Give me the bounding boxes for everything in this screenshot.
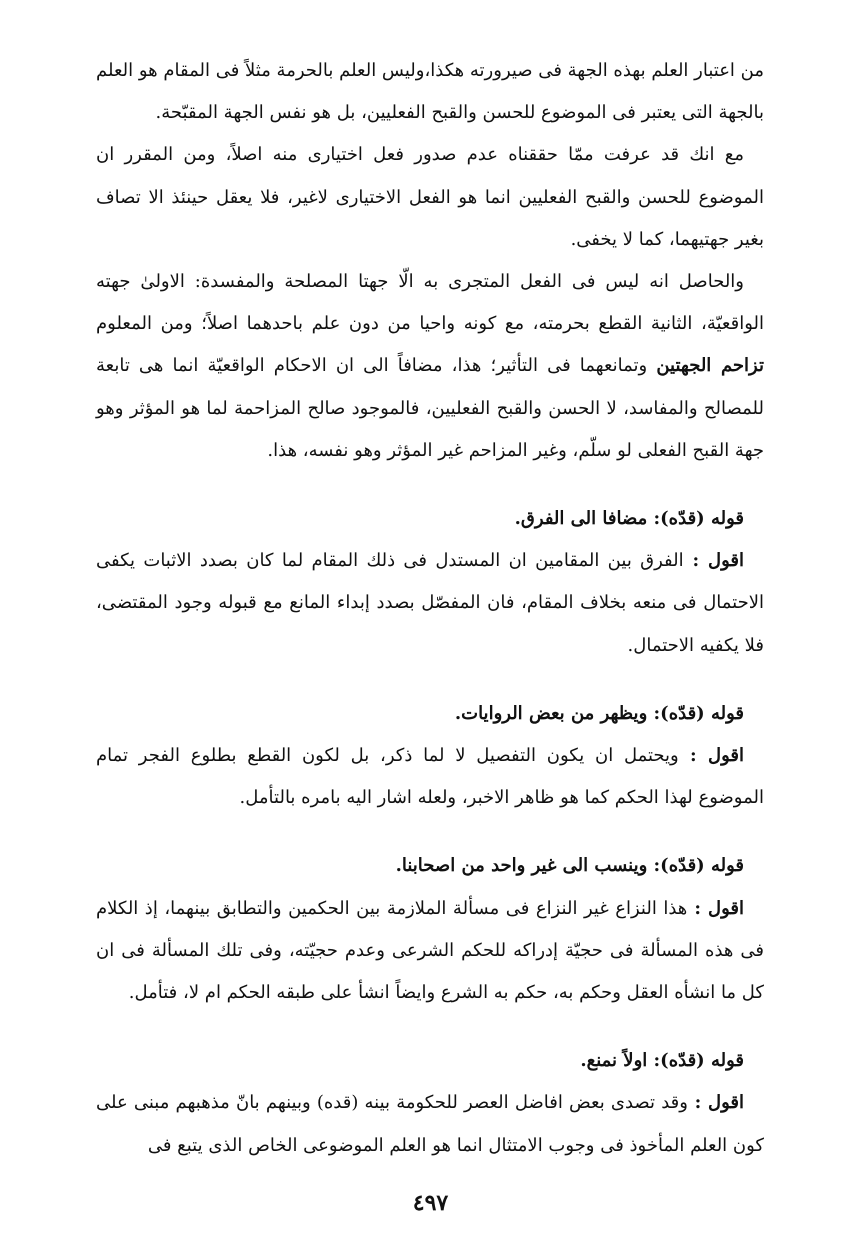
commentary-heading: قوله (قدّه): مضافا الى الفرق. xyxy=(514,508,744,530)
commentary-heading: قوله (قدّه): ويظهر من بعض الروايات. xyxy=(454,702,744,724)
bold-text-run: تزاحم الجهتين xyxy=(656,355,764,377)
bold-text-run: اقول : xyxy=(683,550,744,572)
text-run: وتمانعهما فى التأثير؛ هذا، مضافاً الى ان الاحكام الواقعيّة انما هى تابعة للمصالح والمفاسد، لا الحسن والقبح الفعليين، فالموجود صالح المزاحمة لما هو المؤثر وهو جهة القبح الفعلى لو سلّم، وغير المزاحم غير المؤثر وهو نفسه، هذا. xyxy=(96,355,764,461)
bold-text-run: اقول : xyxy=(687,1092,744,1114)
paragraph xyxy=(96,540,764,667)
paragraph xyxy=(96,735,764,819)
bold-text-run: اقول : xyxy=(687,897,745,919)
paragraph xyxy=(96,888,764,1015)
text-run: الفرق بين المقامين ان المستدل فى ذلك المقام لما كان بصدد الاثبات يكفى الاحتمال فى منعه بخلاف المقام، فان المفصّل بصدد إبداء المانع مع قبوله وجود المقتضى، فلا يكفيه الاحتمال. xyxy=(96,550,764,656)
paragraph xyxy=(96,1082,764,1166)
body-text xyxy=(96,50,764,1167)
text-run: مع انك قد عرفت ممّا حققناه عدم صدور فعل اختيارى منه اصلاً، ومن المقرر ان الموضوع للحسن والقبح الفعليين انما هو الفعل الاختيارى لاغير، فلا يعقل حينئذ الا تصاف بغير جهتيهما، كما لا يخفى. xyxy=(96,144,764,250)
paragraph xyxy=(96,261,764,472)
text-run: هذا النزاع غير النزاع فى مسألة الملازمة بين الحكمين والتطابق بينهما، إذ الكلام فى هذه المسألة فى حجيّة إدراكه للحكم الشرعى وعدم حجيّته، وفى تلك المسألة فى ان كل ما انشأه العقل وحكم به، حكم به الشرع وايضاً انشأ على طبقه الحكم ام لا، فتأمل. xyxy=(96,897,764,1004)
text-run: وليس العلم بالحرمة مثلاً فى المقام هو العلم بالجهة التى يعتبر فى الموضوع للحسن والقبح الفعليين، بل هو نفس الجهة المقبّحة. xyxy=(96,60,764,124)
text-run: والحاصل انه ليس فى الفعل المتجرى به الّا جهتا المصلحة والمفسدة: الاولىٰ جهته الواقعيّة، الثانية القطع بحرمته، مع كونه واحيا من دون علم باحدهما اصلاً؛ ومن المعلوم xyxy=(96,271,764,335)
bold-text-run: اقول : xyxy=(678,745,744,767)
paragraph xyxy=(96,134,764,261)
text-run: ويحتمل ان يكون التفصيل لا لما ذكر، بل لكون القطع بطلوع الفجر تمام الموضوع لهذا الحكم كما هو ظاهر الاخبر، ولعله اشار اليه بامره بالتأمل. xyxy=(96,745,764,809)
paragraph xyxy=(96,50,764,134)
page-number: ٤٩٧ xyxy=(412,1190,449,1216)
text-run: وقد تصدى بعض افاضل العصر للحكومة بينه (قده) وبينهم بانّ مذهبهم مبنى على كون العلم المأخوذ فى وجوب الامتثال انما هو العلم الموضوعى الخاص الذى يتبع فى xyxy=(96,1092,764,1156)
commentary-heading: قوله (قدّه): اولاً نمنع. xyxy=(580,1050,744,1072)
text-run: من اعتبار العلم بهذه الجهة فى صيرورته هكذا، xyxy=(424,60,764,81)
commentary-heading: قوله (قدّه): وينسب الى غير واحد من اصحابنا. xyxy=(395,855,744,877)
